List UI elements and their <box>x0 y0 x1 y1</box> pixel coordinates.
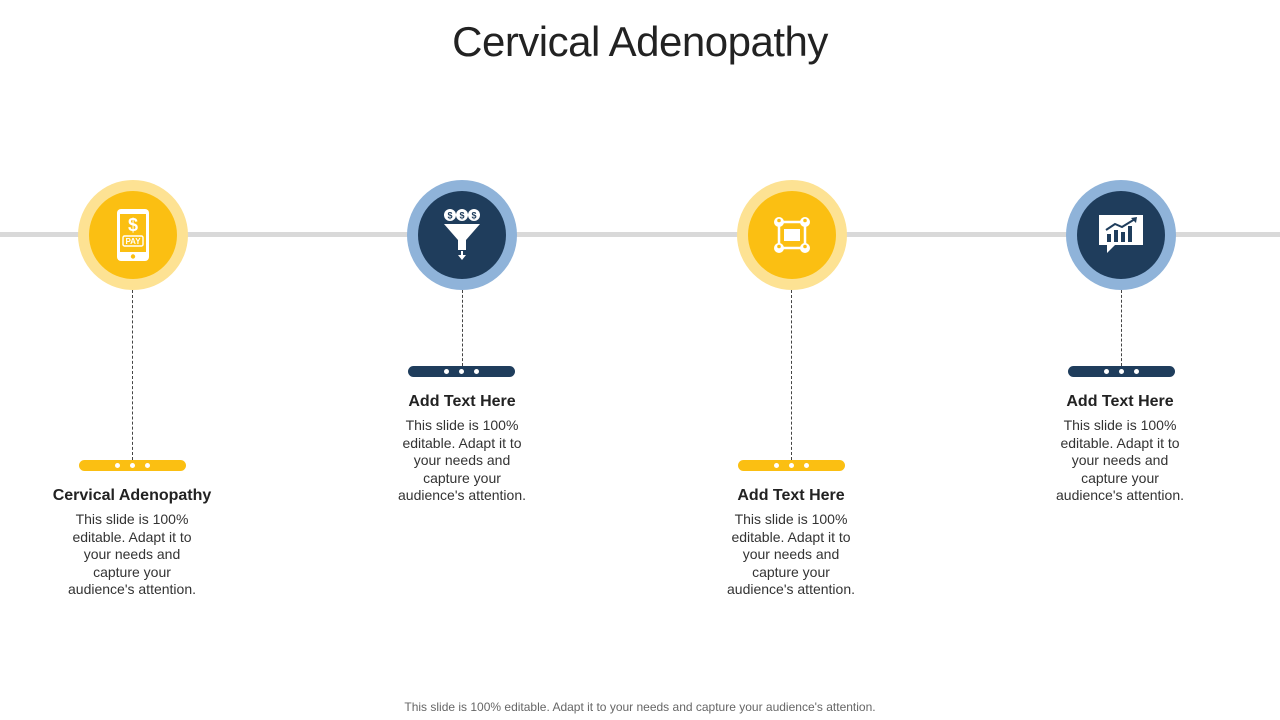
step-1-heading: Cervical Adenopathy <box>52 487 212 504</box>
slide-title: Cervical Adenopathy <box>452 18 828 65</box>
step-3-node-inner <box>748 191 836 279</box>
step-3-body: This slide is 100% editable. Adapt it to your needs and capture your audience's attention. <box>727 511 855 598</box>
marker-dot <box>789 463 794 468</box>
step-2-node-inner <box>418 191 506 279</box>
chart-presentation-icon <box>1097 213 1145 257</box>
marker-dot <box>804 463 809 468</box>
step-4-body: This slide is 100% editable. Adapt it to your needs and capture your audience's attention. <box>1056 417 1184 504</box>
funnel-dollar-icon <box>442 208 482 262</box>
marker-dot <box>145 463 150 468</box>
marker-dot <box>474 369 479 374</box>
step-4-text <box>1030 393 1210 505</box>
step-1-text <box>42 487 222 599</box>
step-4-node-inner <box>1077 191 1165 279</box>
step-4-node <box>1066 180 1176 290</box>
step-2-marker <box>408 366 515 377</box>
marker-dot <box>130 463 135 468</box>
step-2-connector <box>462 290 463 366</box>
step-4-marker <box>1068 366 1175 377</box>
step-3-marker <box>738 460 845 471</box>
dollar-symbol: $ <box>127 215 139 235</box>
step-3-node <box>737 180 847 290</box>
marker-dot <box>774 463 779 468</box>
marker-dot <box>115 463 120 468</box>
step-3-connector <box>791 290 792 460</box>
step-1-node <box>78 180 188 290</box>
coin-dollar: $ <box>471 210 477 221</box>
network-users-icon <box>770 213 814 257</box>
pay-label: PAY <box>125 237 141 247</box>
marker-dot <box>1134 369 1139 374</box>
step-1-marker <box>79 460 186 471</box>
slide-footer: This slide is 100% editable. Adapt it to your needs and capture your audience's attention. <box>404 700 876 714</box>
step-3-text <box>701 487 881 599</box>
step-4-heading: Add Text Here <box>1066 393 1174 410</box>
step-1-connector <box>132 290 133 460</box>
mobile-payment-icon <box>113 207 153 263</box>
step-2-heading: Add Text Here <box>408 393 516 410</box>
step-4-connector <box>1121 290 1122 366</box>
step-1-node-inner <box>89 191 177 279</box>
marker-dot <box>1119 369 1124 374</box>
step-3-heading: Add Text Here <box>737 487 845 504</box>
step-2-node <box>407 180 517 290</box>
step-1-body: This slide is 100% editable. Adapt it to your needs and capture your audience's attention. <box>68 511 196 598</box>
marker-dot <box>459 369 464 374</box>
coin-dollar: $ <box>447 210 453 221</box>
marker-dot <box>1104 369 1109 374</box>
step-2-text <box>372 393 552 505</box>
marker-dot <box>444 369 449 374</box>
step-2-body: This slide is 100% editable. Adapt it to your needs and capture your audience's attention. <box>398 417 526 504</box>
coin-dollar: $ <box>459 210 465 221</box>
